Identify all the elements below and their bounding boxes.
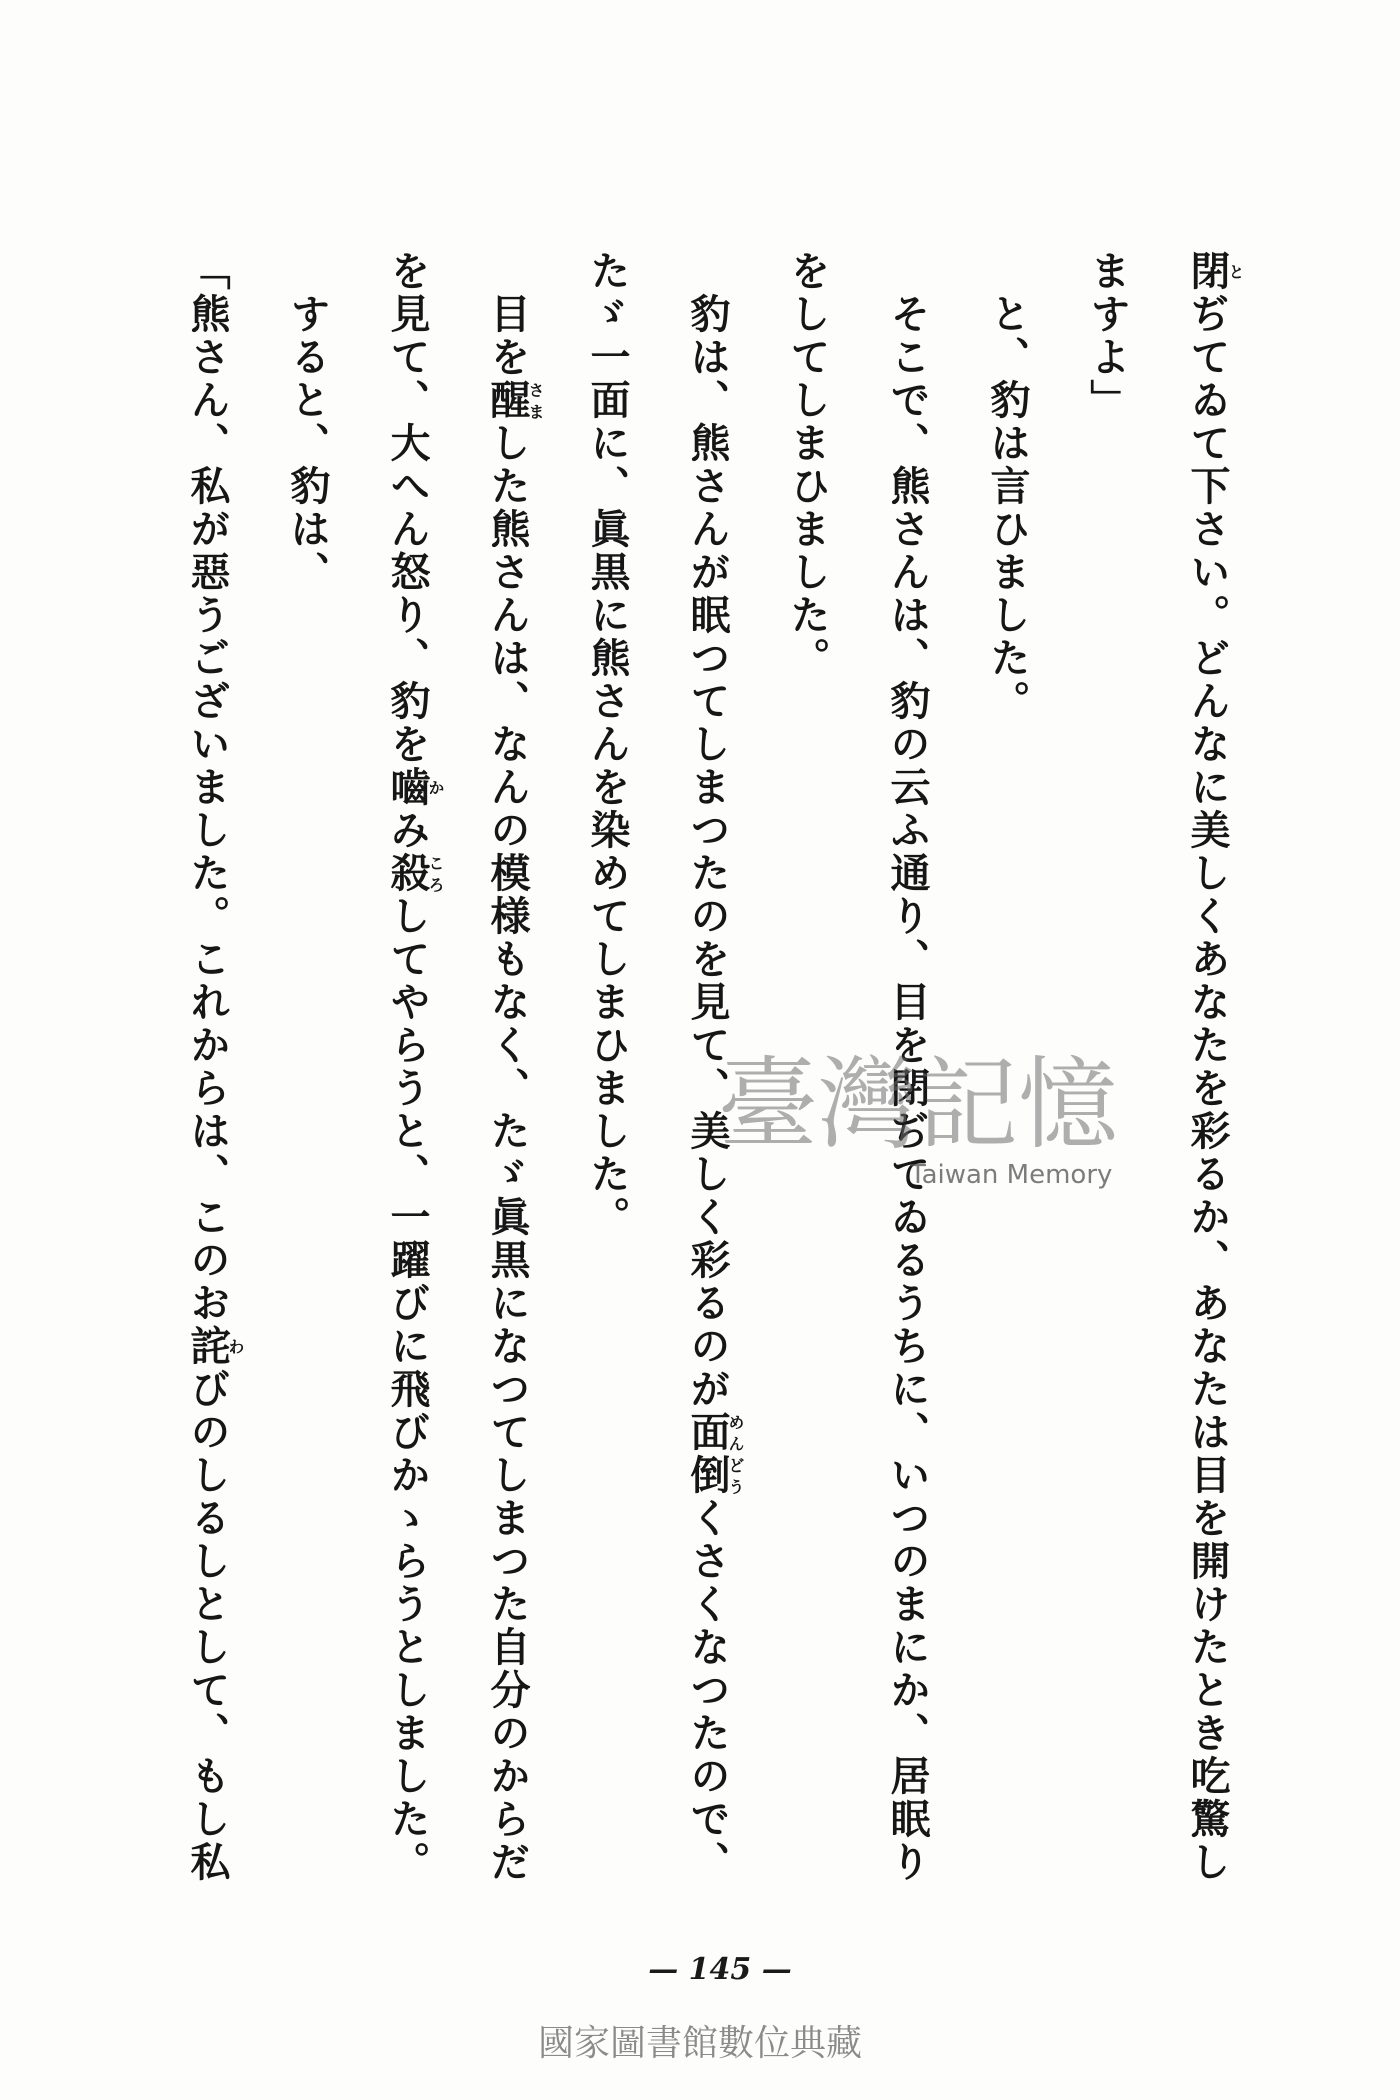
column-text: を見て、大へん怒り、豹を xyxy=(384,250,431,766)
text-column-10 xyxy=(257,250,357,1910)
column-text: ますよ」 xyxy=(1084,250,1131,422)
column-text: をしてしまひました。 xyxy=(784,250,831,680)
watermark-logo-title: 臺灣記憶 xyxy=(718,1046,1118,1163)
ruby-base: 殺 xyxy=(384,852,431,895)
ruby-word xyxy=(1184,250,1245,293)
ruby-reading: さま xyxy=(526,379,545,422)
ruby-base: 面倒 xyxy=(684,1411,731,1497)
ruby-word xyxy=(484,379,545,422)
ruby-word xyxy=(384,852,445,895)
column-text: 豹は、熊さんが眠つてしまつたのを見て、美しく彩るのが xyxy=(684,293,731,1411)
ruby-base: 醒 xyxy=(484,379,531,422)
text-column-9 xyxy=(357,250,457,1910)
watermark-logo-subtitle: Taiwan Memory xyxy=(910,1160,1113,1190)
column-text: 目を xyxy=(484,293,531,379)
column-text: そこで、熊さんは、豹の云ふ通り、目を閉ぢてゐるうちに、いつのまにか、居眠り xyxy=(884,293,931,1884)
column-text: と、豹は言ひました。 xyxy=(984,293,1031,723)
column-text: たゞ一面に、眞黒に熊さんを染めてしまひました。 xyxy=(584,250,631,1239)
page-number: — 145 — xyxy=(648,1952,792,1987)
text-column-1 xyxy=(1157,250,1257,1910)
column-text: 「熊さん、私が惡うございました。これからは、このお xyxy=(184,250,231,1325)
ruby-base: 嚙 xyxy=(384,766,431,809)
ruby-reading: わ xyxy=(226,1325,245,1368)
ruby-word xyxy=(384,766,445,809)
column-text: ぢてゐて下さい。どんなに美しくあなたを彩るか、あなたは目を開けたとき吃驚し xyxy=(1184,293,1231,1884)
text-column-11 xyxy=(157,250,257,1910)
ruby-word xyxy=(684,1411,745,1497)
ruby-base: 詫 xyxy=(184,1325,231,1368)
footer-credit: 國家圖書館數位典藏 xyxy=(537,2023,862,2064)
column-text: み xyxy=(384,809,431,852)
ruby-reading: と xyxy=(1226,250,1245,293)
column-text: してやらうと、一躍びに飛びかゝらうとしました。 xyxy=(384,895,431,1884)
column-text: びのしるしとして、もし私 xyxy=(184,1368,231,1884)
text-column-7 xyxy=(557,250,657,1910)
ruby-reading: か xyxy=(426,766,445,809)
column-text: すると、豹は、 xyxy=(284,293,331,594)
ruby-reading: ころ xyxy=(426,852,445,895)
ruby-base: 閉 xyxy=(1184,250,1231,293)
ruby-reading: めんどう xyxy=(726,1411,745,1497)
column-text: くさくなつたので、 xyxy=(684,1497,731,1884)
column-text: した熊さんは、なんの模様もなく、たゞ眞黒になつてしまつた自分のからだ xyxy=(484,422,531,1884)
ruby-word xyxy=(184,1325,245,1368)
text-column-8 xyxy=(457,250,557,1910)
